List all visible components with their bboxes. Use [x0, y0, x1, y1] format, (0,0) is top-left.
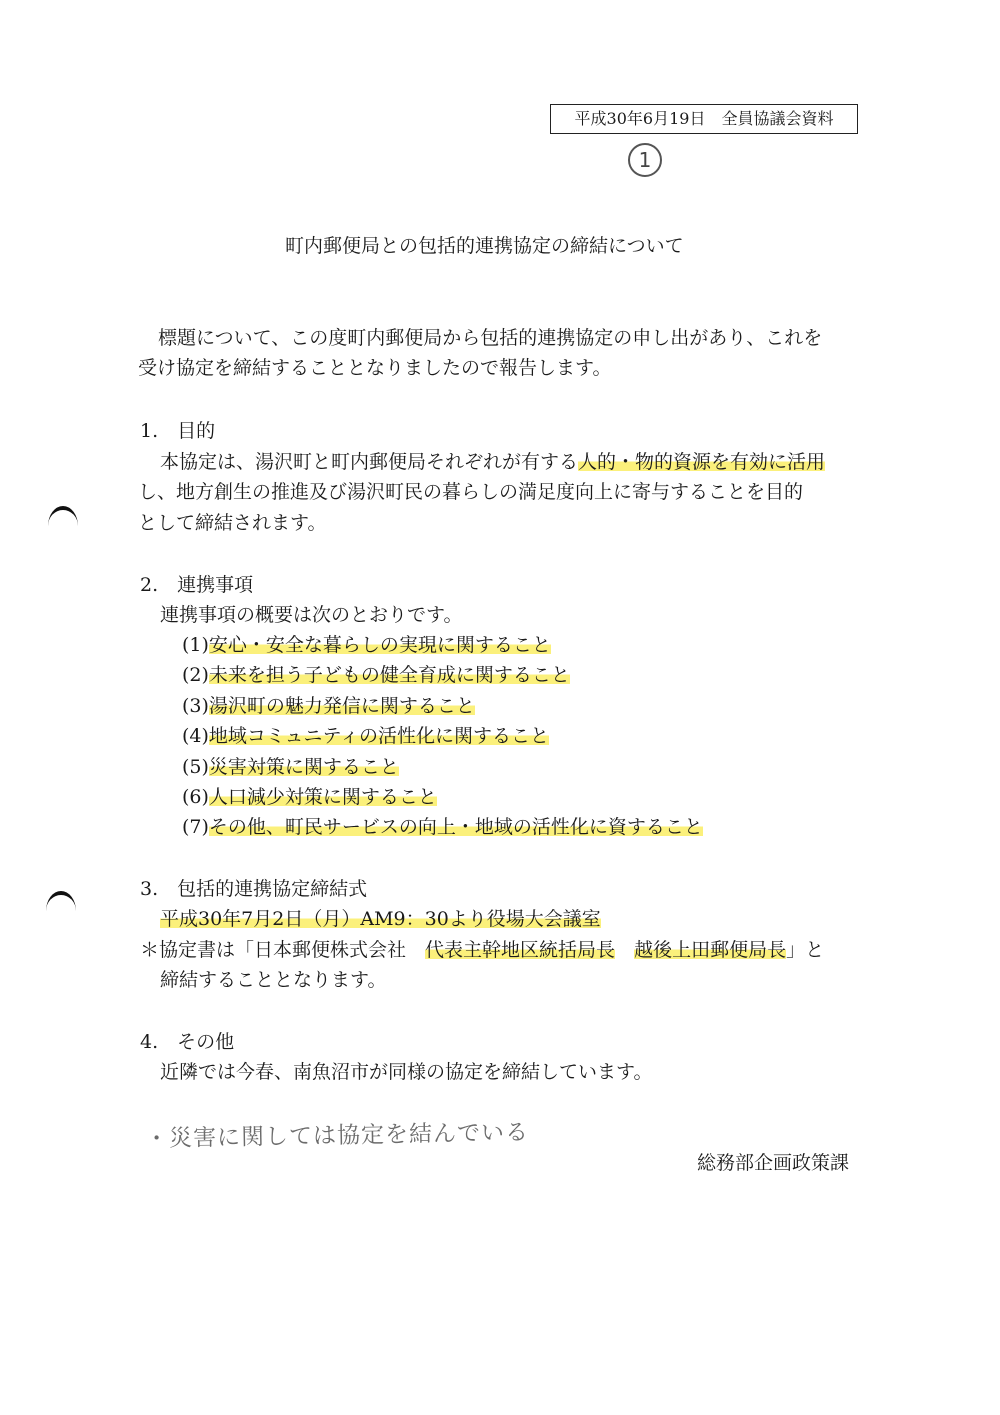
list-item-number: (3) — [182, 695, 209, 717]
list-item — [182, 630, 551, 660]
list-item — [182, 691, 475, 721]
list-item-text: 安心・安全な暮らしの実現に関すること — [208, 634, 551, 656]
section1-line-1 — [160, 447, 825, 477]
intro-line-1: 標題について、この度町内郵便局から包括的連携協定の申し出があり、これを — [158, 327, 823, 349]
list-item-number: (7) — [182, 816, 209, 838]
section1-line-1-text: 本協定は、湯沢町と町内郵便局それぞれが有する — [160, 451, 579, 473]
section2-heading: 2. 連携事項 — [140, 574, 254, 596]
note-text-1: 協定書は「日本郵便株式会社 — [159, 939, 426, 961]
list-item — [182, 782, 437, 812]
department-name: 総務部企画政策課 — [697, 1152, 850, 1174]
asterisk-mark: ＊ — [140, 939, 160, 961]
list-item-text: 湯沢町の魅力発信に関すること — [208, 695, 475, 717]
punch-hole-mark — [46, 891, 76, 911]
schedule-text: 平成30年7月2日（月）AM9：30より役場大会議室 — [160, 908, 601, 930]
section3-note-line-1 — [140, 935, 824, 965]
list-item-text: 人口減少対策に関すること — [208, 786, 437, 808]
section1-heading: 1. 目的 — [140, 420, 216, 442]
document-title: 町内郵便局との包括的連携協定の締結について — [285, 235, 684, 257]
section1-highlight: 人的・物的資源を有効に活用 — [578, 451, 826, 473]
list-item — [182, 752, 399, 782]
list-item — [182, 721, 549, 751]
section3-schedule — [160, 904, 601, 934]
intro-line-2: 受け協定を締結することとなりましたので報告します。 — [138, 357, 612, 379]
section4-heading: 4. その他 — [140, 1031, 235, 1053]
list-item-text: その他、町民サービスの向上・地域の活性化に資すること — [208, 816, 703, 838]
note-text-2: 」と — [786, 939, 825, 961]
section3-heading: 3. 包括的連携協定締結式 — [140, 878, 368, 900]
handwritten-note: ・災害に関しては協定を結んでいる — [144, 1119, 530, 1153]
list-item-text: 地域コミュニティの活性化に関すること — [208, 725, 550, 747]
note-highlight-2: 越後上田郵便局長 — [634, 939, 787, 961]
list-item — [182, 812, 703, 842]
list-item-number: (1) — [182, 634, 209, 656]
section1-line-3: として締結されます。 — [138, 512, 327, 534]
note-highlight-1: 代表主幹地区統括局長 — [425, 939, 616, 961]
list-item-text: 未来を担う子どもの健全育成に関すること — [208, 664, 570, 686]
meeting-date-label: 平成30年6月19日 全員協議会資料 — [550, 104, 858, 134]
section3-note-line-2: 締結することとなります。 — [160, 969, 387, 991]
list-item-number: (6) — [182, 786, 209, 808]
section2-lead: 連携事項の概要は次のとおりです。 — [160, 604, 463, 626]
list-item-number: (2) — [182, 664, 209, 686]
list-item-number: (5) — [182, 756, 209, 778]
list-item — [182, 660, 570, 690]
list-item-text: 災害対策に関すること — [208, 756, 399, 778]
circled-number-badge: 1 — [628, 143, 662, 177]
note-space — [615, 939, 634, 961]
section4-text: 近隣では今春、南魚沼市が同様の協定を締結しています。 — [160, 1061, 653, 1083]
punch-hole-mark — [48, 506, 78, 526]
section1-line-2: し、地方創生の推進及び湯沢町民の暮らしの満足度向上に寄与することを目的 — [138, 481, 804, 503]
list-item-number: (4) — [182, 725, 209, 747]
